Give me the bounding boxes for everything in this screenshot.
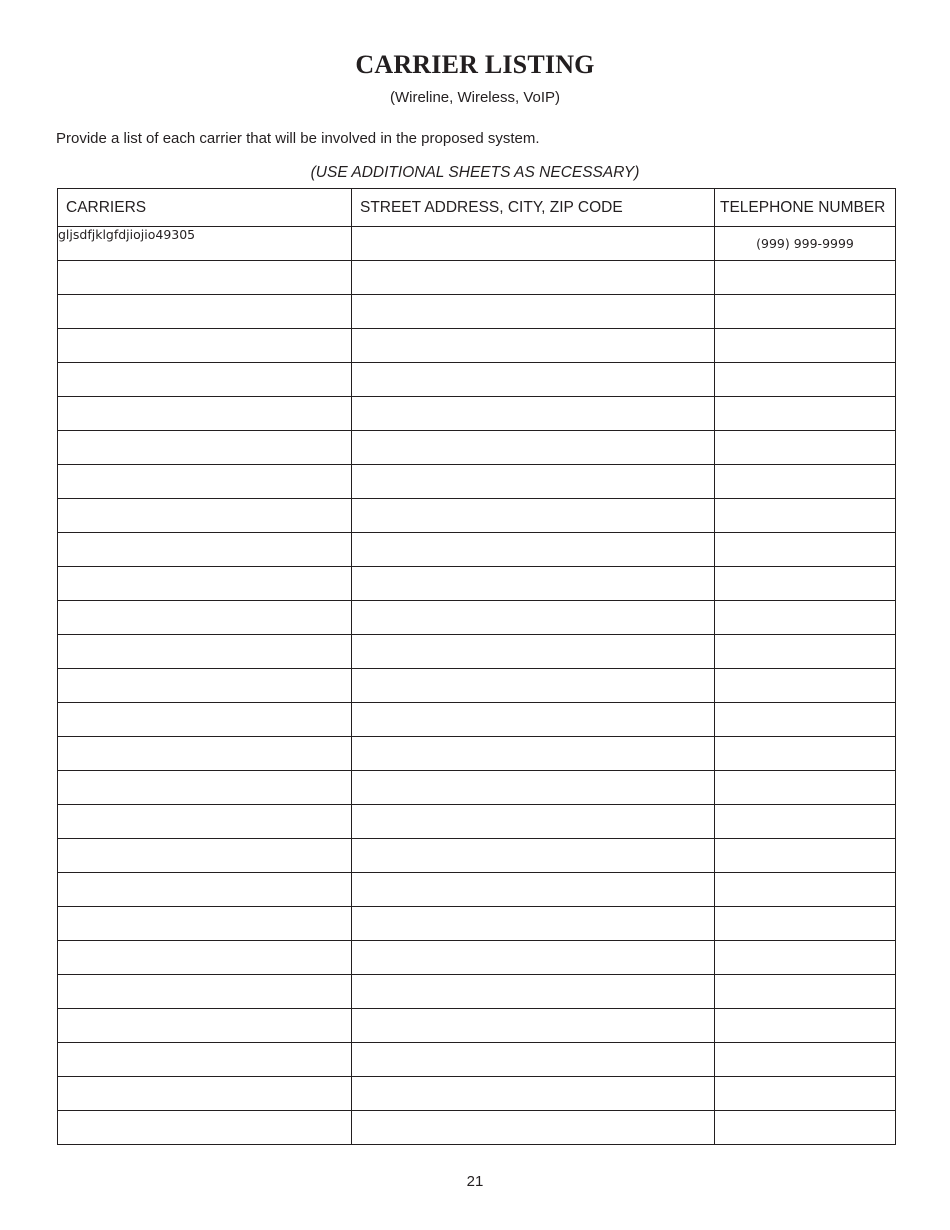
telephone-cell[interactable]	[715, 363, 896, 397]
instructions-text: Provide a list of each carrier that will be involved in the proposed system.	[56, 130, 540, 147]
table-row	[58, 533, 896, 567]
address-cell[interactable]	[352, 601, 715, 635]
table-row	[58, 397, 896, 431]
table-row	[58, 737, 896, 771]
address-cell[interactable]	[352, 975, 715, 1009]
table-row	[58, 601, 896, 635]
carrier-cell[interactable]	[58, 805, 352, 839]
address-cell[interactable]	[352, 873, 715, 907]
carrier-cell[interactable]	[58, 1043, 352, 1077]
page-subtitle: (Wireline, Wireless, VoIP)	[389, 89, 561, 106]
address-cell[interactable]	[352, 397, 715, 431]
carrier-cell[interactable]	[58, 261, 352, 295]
address-cell[interactable]	[352, 805, 715, 839]
telephone-cell[interactable]	[715, 771, 896, 805]
carrier-cell[interactable]	[58, 397, 352, 431]
carrier-cell[interactable]	[58, 669, 352, 703]
page-number: 21	[466, 1173, 484, 1190]
telephone-cell[interactable]	[715, 1111, 896, 1145]
carrier-cell[interactable]	[58, 941, 352, 975]
table-row	[58, 975, 896, 1009]
telephone-cell[interactable]	[715, 737, 896, 771]
carrier-cell[interactable]	[58, 567, 352, 601]
table-row	[58, 227, 896, 261]
carrier-table	[57, 188, 896, 1145]
table-row	[58, 465, 896, 499]
table-row	[58, 703, 896, 737]
table-row	[58, 1043, 896, 1077]
telephone-cell[interactable]	[715, 873, 896, 907]
address-cell[interactable]	[352, 363, 715, 397]
address-cell[interactable]	[352, 261, 715, 295]
address-cell[interactable]	[352, 295, 715, 329]
address-cell[interactable]	[352, 431, 715, 465]
carrier-cell[interactable]	[58, 873, 352, 907]
telephone-cell[interactable]	[715, 1043, 896, 1077]
telephone-cell[interactable]	[715, 601, 896, 635]
table-row	[58, 941, 896, 975]
page-title: CARRIER LISTING	[355, 50, 595, 79]
telephone-cell[interactable]	[715, 465, 896, 499]
address-cell[interactable]	[352, 669, 715, 703]
address-cell[interactable]	[352, 737, 715, 771]
table-row	[58, 873, 896, 907]
telephone-cell[interactable]	[715, 975, 896, 1009]
telephone-cell[interactable]	[715, 397, 896, 431]
carrier-cell[interactable]	[58, 465, 352, 499]
address-cell[interactable]	[352, 533, 715, 567]
table-header-row	[58, 189, 896, 227]
address-cell[interactable]	[352, 227, 715, 261]
address-cell[interactable]	[352, 771, 715, 805]
address-cell[interactable]	[352, 329, 715, 363]
telephone-cell[interactable]	[715, 533, 896, 567]
telephone-cell[interactable]	[715, 839, 896, 873]
telephone-cell[interactable]	[715, 261, 896, 295]
table-row	[58, 839, 896, 873]
carrier-cell[interactable]	[58, 601, 352, 635]
telephone-cell[interactable]	[715, 567, 896, 601]
telephone-cell[interactable]	[715, 295, 896, 329]
address-cell[interactable]	[352, 567, 715, 601]
table-row	[58, 805, 896, 839]
column-header-telephone: TELEPHONE NUMBER	[715, 189, 896, 227]
address-cell[interactable]	[352, 907, 715, 941]
telephone-cell[interactable]	[715, 431, 896, 465]
telephone-cell[interactable]	[715, 907, 896, 941]
table-row	[58, 635, 896, 669]
address-cell[interactable]	[352, 499, 715, 533]
carrier-cell[interactable]	[58, 635, 352, 669]
address-cell[interactable]	[352, 1111, 715, 1145]
carrier-cell[interactable]	[58, 737, 352, 771]
column-header-carriers: CARRIERS	[58, 189, 352, 227]
telephone-cell[interactable]	[715, 805, 896, 839]
carrier-cell[interactable]	[58, 363, 352, 397]
table-row	[58, 295, 896, 329]
carrier-cell[interactable]	[58, 703, 352, 737]
table-row	[58, 431, 896, 465]
telephone-cell[interactable]	[715, 1077, 896, 1111]
carrier-cell[interactable]	[58, 533, 352, 567]
table-row	[58, 329, 896, 363]
table-row	[58, 669, 896, 703]
carrier-cell[interactable]	[58, 975, 352, 1009]
table-row	[58, 1111, 896, 1145]
address-cell[interactable]	[352, 839, 715, 873]
address-cell[interactable]	[352, 703, 715, 737]
carrier-cell[interactable]	[58, 499, 352, 533]
telephone-cell[interactable]	[715, 1009, 896, 1043]
column-header-address: STREET ADDRESS, CITY, ZIP CODE	[352, 189, 715, 227]
table-row	[58, 261, 896, 295]
table-row	[58, 1077, 896, 1111]
table-row	[58, 567, 896, 601]
table-row	[58, 1009, 896, 1043]
table-row	[58, 499, 896, 533]
telephone-cell[interactable]	[715, 703, 896, 737]
address-cell[interactable]	[352, 941, 715, 975]
carrier-cell[interactable]	[58, 329, 352, 363]
telephone-cell[interactable]	[715, 329, 896, 363]
carrier-cell[interactable]	[58, 431, 352, 465]
address-cell[interactable]	[352, 1077, 715, 1111]
address-cell[interactable]	[352, 465, 715, 499]
table-row	[58, 363, 896, 397]
carrier-cell[interactable]	[58, 1077, 352, 1111]
table-row	[58, 907, 896, 941]
carrier-cell[interactable]	[58, 771, 352, 805]
table-body	[58, 227, 896, 1145]
carrier-cell[interactable]	[58, 295, 352, 329]
telephone-cell[interactable]	[715, 499, 896, 533]
table-row	[58, 771, 896, 805]
telephone-cell[interactable]	[715, 941, 896, 975]
carrier-cell[interactable]	[58, 1111, 352, 1145]
address-cell[interactable]	[352, 1009, 715, 1043]
telephone-cell[interactable]	[715, 635, 896, 669]
carrier-cell[interactable]	[58, 907, 352, 941]
telephone-cell[interactable]	[715, 669, 896, 703]
additional-sheets-note: (USE ADDITIONAL SHEETS AS NECESSARY)	[310, 164, 640, 181]
address-cell[interactable]	[352, 1043, 715, 1077]
address-cell[interactable]	[352, 635, 715, 669]
carrier-cell[interactable]	[58, 1009, 352, 1043]
carrier-cell[interactable]	[58, 839, 352, 873]
telephone-cell[interactable]: (999) 999-9999	[715, 227, 896, 261]
carrier-cell[interactable]: gljsdfjklgfdjiojio49305	[58, 227, 352, 261]
